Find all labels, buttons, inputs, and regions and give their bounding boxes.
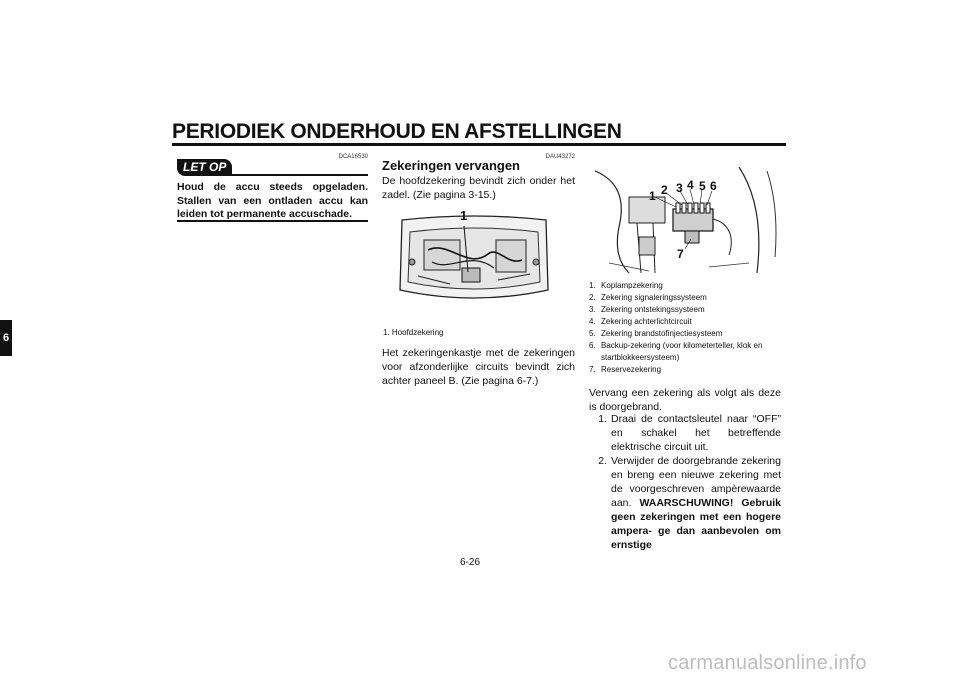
figure-label: 1 bbox=[460, 208, 468, 223]
caution-code: DCA16530 bbox=[338, 154, 368, 160]
letop-rule bbox=[229, 174, 368, 176]
procedure-step: 2. Verwijder de doorgebrande zekering en breng een nieuwe zekering met de voorgeschreven ampèrewaarde aan. WAARSCHUWING! Gebruik geen zekeringen met een hogere ampera- ge dan aanbevolen om ernstige bbox=[598, 455, 782, 551]
main-fuse-photo bbox=[398, 210, 550, 313]
caution-text: Houd de accu steeds opgeladen. Stallen van een ontladen accu kan leiden tot permanente accuschade. bbox=[177, 181, 368, 220]
procedure-steps bbox=[589, 412, 781, 552]
caption-item: 3. Zekering ontstekingssysteem bbox=[589, 305, 705, 314]
caption-item: 4. Zekering achterlichtcircuit bbox=[589, 317, 692, 326]
caption-item: 5. Zekering brandstofinjectiesysteem bbox=[589, 329, 723, 338]
figure-label-4: 4 bbox=[687, 178, 694, 192]
section-heading: Zekeringen vervangen bbox=[382, 158, 520, 173]
fuse-box-photo bbox=[589, 167, 781, 274]
figure-label-2: 2 bbox=[661, 183, 668, 197]
body-paragraph: Het zekeringenkastje met de zekeringen voor afzonderlijke circuits bevindt zich achter paneel B. (Zie pagina 6-7.) bbox=[382, 347, 575, 387]
caption-item: 6. Backup-zekering (voor kilometerteller, klok en startblokkeersysteem) bbox=[589, 341, 763, 362]
watermark: carmanualsonline.info bbox=[668, 652, 867, 674]
figure-label-7: 7 bbox=[677, 247, 684, 261]
caption-item: 2. Zekering signaleringssysteem bbox=[589, 293, 707, 302]
caution-rule bbox=[177, 220, 368, 222]
main-fuse-illustration bbox=[398, 210, 550, 313]
figure-label-3: 3 bbox=[676, 181, 683, 195]
figure-caption: 1. Hoofdzekering bbox=[383, 328, 444, 337]
procedure-intro: Vervang een zekering als volgt als deze is doorgebrand. bbox=[589, 387, 781, 413]
page-title: PERIODIEK ONDERHOUD EN AFSTELLINGEN bbox=[172, 120, 622, 143]
figure-label-5: 5 bbox=[699, 179, 706, 193]
intro-paragraph: De hoofdzekering bevindt zich onder het zadel. (Zie pagina 3-15.) bbox=[382, 175, 575, 201]
page-number: 6-26 bbox=[460, 557, 481, 568]
caption-item: 1. Koplampzekering bbox=[589, 281, 663, 290]
section-code: DAU43272 bbox=[545, 154, 575, 160]
fuse-box-illustration bbox=[589, 167, 781, 274]
caption-item: 7. Reservezekering bbox=[589, 365, 662, 374]
warning-text: WAARSCHUWING! Gebruik geen zekeringen met een hogere ampera- ge dan aanbevolen om ernstige bbox=[611, 497, 782, 551]
procedure-step: 1. Draai de contactsleutel naar “OFF” en schakel het betreffende elektrische circuit uit. bbox=[598, 413, 781, 453]
section-tab-number: 6 bbox=[2, 332, 10, 344]
figure-label-1: 1 bbox=[649, 189, 656, 203]
fuse-caption-list bbox=[589, 280, 781, 376]
letop-badge: LET OP bbox=[177, 159, 232, 176]
title-rule bbox=[172, 143, 786, 146]
figure-label-6: 6 bbox=[710, 179, 717, 193]
